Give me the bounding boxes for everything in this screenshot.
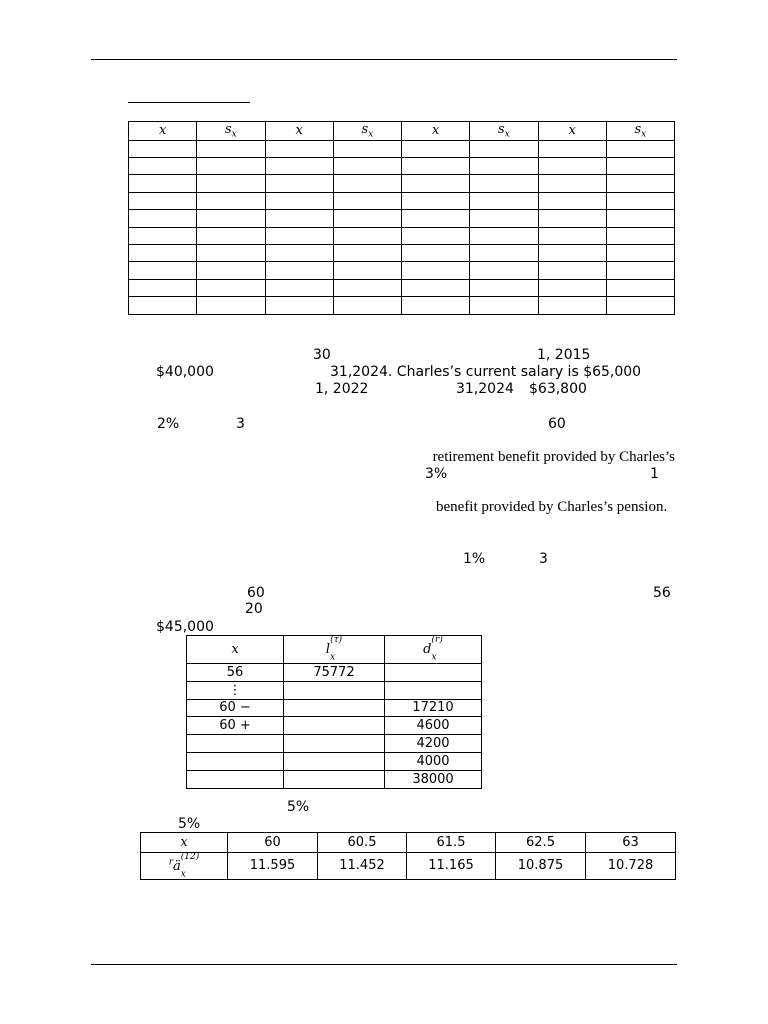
empty-cell — [538, 227, 606, 244]
empty-cell — [470, 157, 538, 174]
annuity-table — [140, 832, 676, 880]
cell-age: 60.5 — [318, 833, 407, 853]
empty-cell — [129, 227, 197, 244]
empty-cell — [197, 157, 265, 174]
cell-lx — [284, 717, 385, 735]
empty-cell — [538, 192, 606, 209]
empty-cell — [197, 262, 265, 279]
cell-age: 60 — [228, 833, 318, 853]
empty-cell — [197, 279, 265, 296]
text-retirement-benefit: retirement benefit provided by Charles’s — [432, 449, 675, 465]
empty-cell — [265, 262, 333, 279]
header-x: x — [402, 122, 470, 141]
text-60: 60 — [548, 416, 566, 432]
cell-dx: 4600 — [385, 717, 482, 735]
cell-lx: 75772 — [284, 663, 385, 681]
empty-cell — [538, 279, 606, 296]
text-date-2024-salary: 31,2024. Charles’s current salary is $65,000 — [330, 364, 642, 380]
empty-cell — [265, 244, 333, 261]
text-56: 56 — [653, 585, 671, 601]
text-3: 3 — [236, 416, 245, 432]
table-row — [129, 244, 675, 261]
empty-cell — [333, 279, 401, 296]
salary-scale-table — [128, 121, 675, 315]
empty-cell — [265, 140, 333, 157]
table-row — [187, 735, 482, 753]
empty-cell — [470, 140, 538, 157]
empty-cell — [197, 210, 265, 227]
text-salary-45000: $45,000 — [156, 619, 214, 635]
empty-cell — [197, 227, 265, 244]
cell-age: 63 — [586, 833, 676, 853]
header-sx: $s_x$ — [606, 122, 674, 141]
header-lx: $l^{(\tau)}$ $_x$ — [284, 636, 385, 664]
cell-annuity-value: 11.595 — [228, 852, 318, 880]
cell-dx: 17210 — [385, 699, 482, 717]
empty-cell — [333, 210, 401, 227]
empty-cell — [265, 279, 333, 296]
cell-age — [187, 752, 284, 770]
header-sx: $s_x$ — [333, 122, 401, 141]
empty-cell — [129, 140, 197, 157]
empty-cell — [265, 192, 333, 209]
cell-age — [187, 735, 284, 753]
text-3b: 3 — [539, 551, 548, 567]
header-x: x — [265, 122, 333, 141]
cell-lx — [284, 699, 385, 717]
header-rule — [91, 59, 677, 60]
text-date-2022: 1, 2022 — [315, 381, 369, 397]
table-row — [187, 681, 482, 699]
header-dx: $d^{(r)}$ $_x$ — [385, 636, 482, 664]
empty-cell — [333, 227, 401, 244]
empty-cell — [470, 244, 538, 261]
empty-cell — [265, 227, 333, 244]
empty-cell — [333, 192, 401, 209]
empty-cell — [197, 297, 265, 314]
empty-cell — [402, 175, 470, 192]
cell-annuity-value: 10.728 — [586, 852, 676, 880]
empty-cell — [470, 227, 538, 244]
text-3-percent: 3% — [425, 466, 448, 482]
text-5-percent-a: 5% — [287, 799, 310, 815]
text-date-2015: 1, 2015 — [537, 347, 591, 363]
table-row — [129, 140, 675, 157]
empty-cell — [538, 244, 606, 261]
text-1-percent: 1% — [463, 551, 486, 567]
text-5-percent-b: 5% — [178, 816, 201, 832]
empty-cell — [333, 244, 401, 261]
empty-cell — [402, 297, 470, 314]
empty-cell — [606, 157, 674, 174]
empty-cell — [265, 175, 333, 192]
empty-cell — [333, 157, 401, 174]
empty-cell — [470, 297, 538, 314]
empty-cell — [129, 279, 197, 296]
text-1: 1 — [650, 466, 659, 482]
cell-lx — [284, 752, 385, 770]
table-row — [129, 157, 675, 174]
table-row — [129, 210, 675, 227]
cell-lx — [284, 735, 385, 753]
empty-cell — [265, 210, 333, 227]
cell-lx — [284, 770, 385, 788]
table-row-ages — [141, 833, 676, 853]
empty-cell — [606, 140, 674, 157]
empty-cell — [470, 262, 538, 279]
cell-dx: 38000 — [385, 770, 482, 788]
empty-cell — [470, 192, 538, 209]
text-date-2024b: 31,2024 — [456, 381, 514, 397]
cell-age: 61.5 — [407, 833, 496, 853]
service-table — [186, 635, 482, 789]
table-row — [187, 717, 482, 735]
table-row — [187, 699, 482, 717]
empty-cell — [402, 157, 470, 174]
empty-cell — [606, 192, 674, 209]
empty-cell — [606, 244, 674, 261]
empty-cell — [129, 244, 197, 261]
cell-dx: 4000 — [385, 752, 482, 770]
header-x: x — [129, 122, 197, 141]
empty-cell — [402, 279, 470, 296]
empty-cell — [606, 210, 674, 227]
text-60b: 60 — [247, 585, 265, 601]
empty-cell — [333, 175, 401, 192]
table-row — [129, 227, 675, 244]
header-sx: $s_x$ — [197, 122, 265, 141]
table-row — [129, 175, 675, 192]
cell-annuity-value: 11.452 — [318, 852, 407, 880]
cell-annuity-value: 10.875 — [496, 852, 586, 880]
cell-lx — [284, 681, 385, 699]
cell-dx: 4200 — [385, 735, 482, 753]
empty-cell — [538, 157, 606, 174]
table-header-row — [187, 636, 482, 664]
table-row — [187, 752, 482, 770]
empty-cell — [606, 227, 674, 244]
table-row — [187, 770, 482, 788]
empty-cell — [606, 262, 674, 279]
empty-cell — [197, 192, 265, 209]
empty-cell — [333, 297, 401, 314]
text-2-percent: 2% — [157, 416, 180, 432]
empty-cell — [333, 262, 401, 279]
label-x: x — [141, 833, 228, 853]
empty-cell — [129, 262, 197, 279]
empty-cell — [538, 175, 606, 192]
header-x: x — [187, 636, 284, 664]
text-salary-40000: $40,000 — [156, 364, 214, 380]
cell-age — [187, 770, 284, 788]
cell-dx — [385, 681, 482, 699]
table-row-values — [141, 852, 676, 880]
empty-cell — [129, 210, 197, 227]
text-salary-63800: $63,800 — [529, 381, 587, 397]
footer-rule — [91, 964, 677, 965]
cell-age: 60 − — [187, 699, 284, 717]
text-30: 30 — [313, 347, 331, 363]
empty-cell — [606, 175, 674, 192]
empty-cell — [606, 297, 674, 314]
cell-annuity-value: 11.165 — [407, 852, 496, 880]
empty-cell — [402, 227, 470, 244]
table-row — [129, 262, 675, 279]
empty-cell — [197, 175, 265, 192]
cell-dx — [385, 663, 482, 681]
empty-cell — [538, 262, 606, 279]
text-20: 20 — [245, 601, 263, 617]
empty-cell — [470, 175, 538, 192]
cell-age: 60 + — [187, 717, 284, 735]
cell-age: 56 — [187, 663, 284, 681]
empty-cell — [129, 157, 197, 174]
table-row — [129, 297, 675, 314]
empty-cell — [470, 210, 538, 227]
table-row — [129, 279, 675, 296]
empty-cell — [129, 297, 197, 314]
empty-cell — [538, 297, 606, 314]
empty-cell — [197, 244, 265, 261]
header-sx: $s_x$ — [470, 122, 538, 141]
empty-cell — [265, 157, 333, 174]
empty-cell — [538, 210, 606, 227]
text-benefit-pension: benefit provided by Charles’s pension. — [436, 499, 668, 515]
table-row — [187, 663, 482, 681]
empty-cell — [402, 244, 470, 261]
table-row — [129, 192, 675, 209]
empty-cell — [333, 140, 401, 157]
cell-age: ⋮ — [187, 681, 284, 699]
empty-cell — [402, 210, 470, 227]
empty-cell — [402, 192, 470, 209]
label-annuity: $^rä^{(12)}$ $_x$ — [141, 852, 228, 880]
empty-cell — [470, 279, 538, 296]
empty-cell — [197, 140, 265, 157]
section-underline — [128, 102, 250, 103]
empty-cell — [402, 140, 470, 157]
empty-cell — [538, 140, 606, 157]
empty-cell — [606, 279, 674, 296]
empty-cell — [402, 262, 470, 279]
empty-cell — [129, 192, 197, 209]
empty-cell — [129, 175, 197, 192]
cell-age: 62.5 — [496, 833, 586, 853]
header-x: x — [538, 122, 606, 141]
table-header-row — [129, 122, 675, 141]
empty-cell — [265, 297, 333, 314]
